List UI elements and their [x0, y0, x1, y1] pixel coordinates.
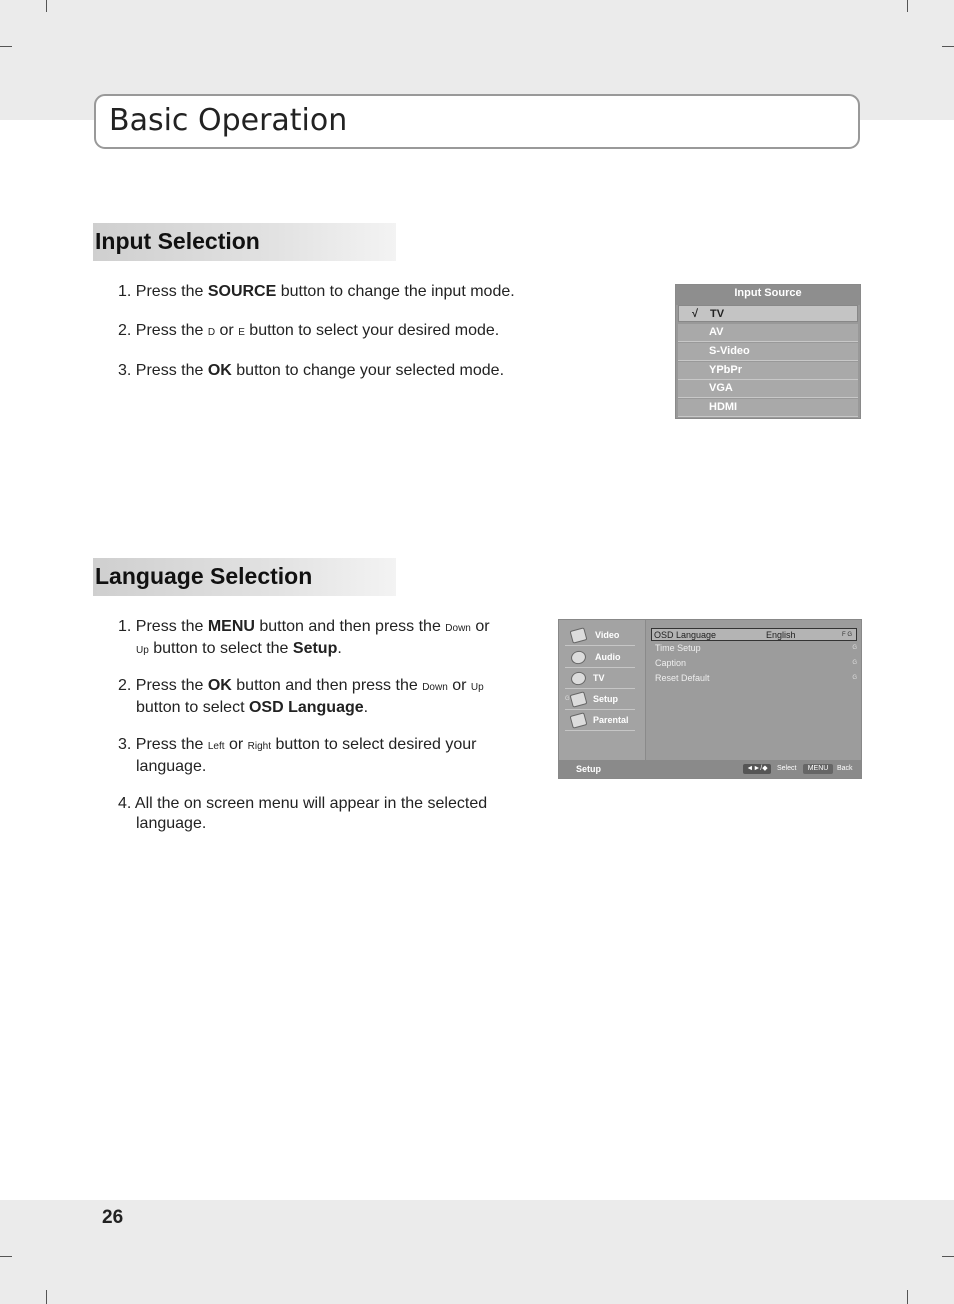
input-selection-heading-bar — [93, 223, 396, 261]
osd-menu-tv[interactable]: TV — [565, 668, 635, 689]
crop-mark — [46, 0, 47, 12]
input-source-item[interactable]: HDMI — [678, 399, 858, 417]
bottom-band — [0, 1200, 954, 1304]
setup-osd — [558, 619, 862, 779]
nav-arrows-icon: ◄►/◆ — [743, 764, 771, 774]
input-source-header: Input Source — [676, 285, 860, 305]
crop-mark — [46, 1290, 47, 1304]
arrow-icon: F G — [842, 632, 852, 638]
input-source-item[interactable]: AV — [678, 324, 858, 342]
crop-mark — [0, 1256, 12, 1257]
input-source-osd — [675, 284, 861, 419]
menu-key-badge: MENU — [803, 764, 833, 774]
arrow-icon: G — [852, 660, 857, 666]
selected-marker: G — [565, 696, 570, 702]
setup-icon — [570, 691, 588, 707]
setup-osd-menu — [559, 620, 646, 760]
crop-mark — [907, 0, 908, 12]
language-step-1: 1. Press the MENU button and then press the Down or Up button to select the Setup. — [118, 618, 490, 657]
language-step-3: 3. Press the Left or Right button to select desired your language. — [118, 736, 477, 775]
input-source-item[interactable]: √ TV — [678, 305, 858, 322]
input-source-item[interactable]: VGA — [678, 380, 858, 398]
osd-menu-setup[interactable]: Setup — [565, 689, 635, 710]
page-title-box — [94, 94, 860, 149]
osd-row-caption[interactable]: Caption G — [655, 658, 857, 668]
osd-row-reset-default[interactable]: Reset Default G — [655, 673, 857, 683]
crop-mark — [942, 1256, 954, 1257]
input-step-2: 2. Press the D or E button to select your desired mode. — [118, 322, 500, 339]
osd-menu-audio[interactable]: Audio — [565, 647, 635, 668]
language-step-2: 2. Press the OK button and then press the Down or Up button to select OSD Language. — [118, 677, 484, 716]
osd-menu-video[interactable]: Video — [565, 625, 635, 646]
page-number: 26 — [102, 1207, 124, 1228]
language-selection-heading: Language Selection — [95, 563, 313, 589]
osd-row-osd-language[interactable]: OSD Language English F G — [651, 628, 857, 641]
input-step-3: 3. Press the OK button to change your selected mode. — [118, 362, 505, 379]
input-selection-heading: Input Selection — [95, 228, 260, 254]
audio-icon — [570, 649, 588, 665]
input-source-item[interactable]: S-Video — [678, 343, 858, 361]
osd-row-time-setup[interactable]: Time Setup G — [655, 643, 857, 653]
video-icon — [570, 627, 588, 643]
input-source-item[interactable]: YPbPr — [678, 362, 858, 380]
arrow-icon: G — [852, 645, 857, 651]
language-selection-heading-bar — [93, 558, 396, 596]
tv-icon — [570, 670, 588, 686]
parental-icon — [570, 712, 588, 728]
input-step-1: 1. Press the SOURCE button to change the input mode. — [118, 283, 515, 300]
crop-mark — [0, 46, 12, 47]
arrow-icon: G — [852, 675, 857, 681]
setup-osd-footer: Setup ◄►/◆ Select MENU Back — [559, 760, 861, 778]
page-title: Basic Operation — [109, 103, 348, 138]
check-icon: √ — [692, 308, 699, 320]
osd-menu-parental[interactable]: Parental — [565, 710, 635, 731]
crop-mark — [907, 1290, 908, 1304]
crop-mark — [942, 46, 954, 47]
language-step-4: 4. All the on screen menu will appear in the selected language. — [118, 795, 488, 832]
